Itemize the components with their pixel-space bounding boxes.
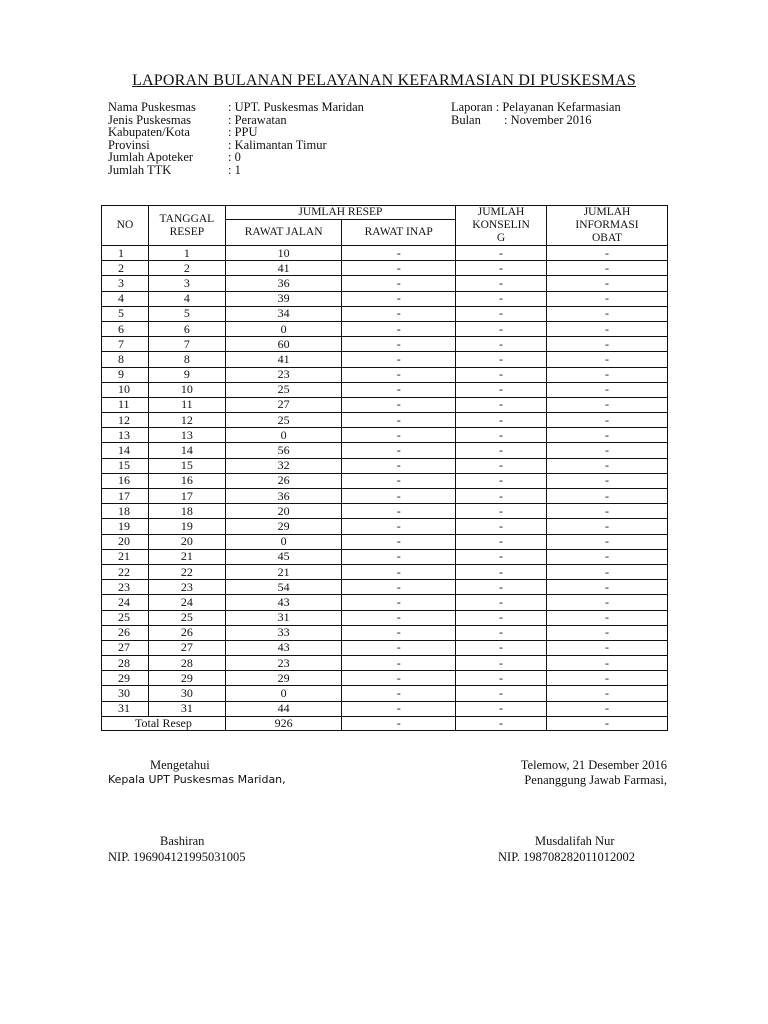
cell-informasi: - — [547, 291, 668, 306]
cell-no: 22 — [102, 564, 149, 579]
cell-tanggal: 31 — [148, 701, 225, 716]
table-row — [102, 473, 668, 488]
cell-informasi: - — [547, 534, 668, 549]
cell-rawat-inap: - — [342, 640, 456, 655]
header-jumlah-konseling: JUMLAH KONSELIN G — [456, 206, 547, 246]
cell-rawat-jalan: 10 — [225, 246, 342, 261]
report-table — [101, 205, 668, 731]
info-row-kabupaten: Kabupaten/Kota : PPU — [108, 125, 258, 139]
cell-no: 24 — [102, 595, 149, 610]
cell-rawat-jalan: 34 — [225, 306, 342, 321]
total-label: Total Resep — [102, 716, 226, 730]
cell-informasi: - — [547, 701, 668, 716]
cell-rawat-inap: - — [342, 473, 456, 488]
cell-konseling: - — [456, 580, 547, 595]
table-row — [102, 413, 668, 428]
cell-rawat-jalan: 29 — [225, 519, 342, 534]
cell-konseling: - — [456, 367, 547, 382]
cell-informasi: - — [547, 686, 668, 701]
table-row — [102, 504, 668, 519]
cell-rawat-inap: - — [342, 686, 456, 701]
cell-konseling: - — [456, 413, 547, 428]
cell-konseling: - — [456, 640, 547, 655]
cell-tanggal: 20 — [148, 534, 225, 549]
cell-konseling: - — [456, 428, 547, 443]
header-rawat-inap: RAWAT INAP — [342, 220, 456, 246]
cell-no: 23 — [102, 580, 149, 595]
cell-tanggal: 7 — [148, 337, 225, 352]
cell-rawat-inap: - — [342, 306, 456, 321]
info-left-block — [108, 101, 364, 176]
cell-no: 29 — [102, 671, 149, 686]
cell-informasi: - — [547, 261, 668, 276]
cell-no: 5 — [102, 306, 149, 321]
signature-right-line1: Telemow, 21 Desember 2016 — [520, 758, 667, 772]
cell-no: 15 — [102, 458, 149, 473]
cell-tanggal: 11 — [148, 397, 225, 412]
cell-no: 16 — [102, 473, 149, 488]
cell-rawat-inap: - — [342, 625, 456, 640]
cell-no: 9 — [102, 367, 149, 382]
cell-no: 4 — [102, 291, 149, 306]
cell-rawat-inap: - — [342, 337, 456, 352]
cell-tanggal: 3 — [148, 276, 225, 291]
table-row — [102, 640, 668, 655]
cell-no: 28 — [102, 656, 149, 671]
cell-rawat-inap: - — [342, 489, 456, 504]
cell-informasi: - — [547, 276, 668, 291]
report-title: LAPORAN BULANAN PELAYANAN KEFARMASIAN DI PUSKESMAS — [132, 72, 636, 89]
table-row — [102, 595, 668, 610]
table-row — [102, 382, 668, 397]
cell-tanggal: 10 — [148, 382, 225, 397]
cell-no: 12 — [102, 413, 149, 428]
cell-konseling: - — [456, 443, 547, 458]
cell-rawat-jalan: 0 — [225, 321, 342, 336]
table-row — [102, 686, 668, 701]
cell-konseling: - — [456, 504, 547, 519]
cell-konseling: - — [456, 671, 547, 686]
cell-rawat-jalan: 43 — [225, 595, 342, 610]
cell-no: 13 — [102, 428, 149, 443]
table-row — [102, 276, 668, 291]
cell-no: 14 — [102, 443, 149, 458]
cell-informasi: - — [547, 352, 668, 367]
table-row — [102, 701, 668, 716]
cell-tanggal: 8 — [148, 352, 225, 367]
cell-rawat-jalan: 23 — [225, 656, 342, 671]
cell-konseling: - — [456, 397, 547, 412]
table-row — [102, 458, 668, 473]
cell-tanggal: 15 — [148, 458, 225, 473]
info-row-nama: Nama Puskesmas : UPT. Puskesmas Maridan — [108, 100, 364, 114]
cell-informasi: - — [547, 413, 668, 428]
table-row — [102, 397, 668, 412]
cell-tanggal: 29 — [148, 671, 225, 686]
cell-konseling: - — [456, 276, 547, 291]
cell-tanggal: 19 — [148, 519, 225, 534]
cell-tanggal: 22 — [148, 564, 225, 579]
cell-rawat-jalan: 54 — [225, 580, 342, 595]
cell-rawat-inap: - — [342, 519, 456, 534]
cell-informasi: - — [547, 367, 668, 382]
cell-no: 10 — [102, 382, 149, 397]
cell-tanggal: 14 — [148, 443, 225, 458]
cell-rawat-inap: - — [342, 352, 456, 367]
cell-rawat-inap: - — [342, 276, 456, 291]
cell-rawat-inap: - — [342, 413, 456, 428]
header-tanggal-resep: TANGGAL RESEP — [148, 206, 225, 246]
cell-tanggal: 27 — [148, 640, 225, 655]
cell-tanggal: 30 — [148, 686, 225, 701]
cell-rawat-jalan: 56 — [225, 443, 342, 458]
cell-konseling: - — [456, 473, 547, 488]
cell-informasi: - — [547, 656, 668, 671]
header-jumlah-resep: JUMLAH RESEP — [225, 206, 455, 220]
cell-konseling: - — [456, 337, 547, 352]
cell-no: 30 — [102, 686, 149, 701]
cell-rawat-inap: - — [342, 549, 456, 564]
cell-rawat-inap: - — [342, 671, 456, 686]
cell-no: 20 — [102, 534, 149, 549]
cell-konseling: - — [456, 458, 547, 473]
table-row — [102, 656, 668, 671]
cell-konseling: - — [456, 564, 547, 579]
table-row — [102, 671, 668, 686]
cell-informasi: - — [547, 504, 668, 519]
cell-rawat-inap: - — [342, 458, 456, 473]
cell-informasi: - — [547, 428, 668, 443]
signature-left — [108, 758, 286, 864]
cell-informasi: - — [547, 382, 668, 397]
signature-right — [495, 758, 667, 864]
cell-rawat-inap: - — [342, 321, 456, 336]
table-row — [102, 246, 668, 261]
cell-informasi: - — [547, 625, 668, 640]
cell-tanggal: 9 — [148, 367, 225, 382]
cell-no: 19 — [102, 519, 149, 534]
cell-konseling: - — [456, 306, 547, 321]
cell-no: 26 — [102, 625, 149, 640]
cell-konseling: - — [456, 291, 547, 306]
table-row — [102, 564, 668, 579]
cell-rawat-inap: - — [342, 443, 456, 458]
info-row-bulan: Bulan : November 2016 — [451, 112, 592, 127]
cell-rawat-jalan: 32 — [225, 458, 342, 473]
cell-tanggal: 1 — [148, 246, 225, 261]
table-row — [102, 428, 668, 443]
cell-no: 21 — [102, 549, 149, 564]
signature-right-line2: Penanggung Jawab Farmasi, — [524, 773, 667, 787]
cell-rawat-jalan: 25 — [225, 413, 342, 428]
cell-konseling: - — [456, 656, 547, 671]
cell-rawat-inap: - — [342, 564, 456, 579]
signature-right-name: Musdalifah Nur — [535, 834, 615, 848]
total-row — [102, 716, 668, 730]
cell-konseling: - — [456, 382, 547, 397]
cell-konseling: - — [456, 519, 547, 534]
cell-informasi: - — [547, 397, 668, 412]
signature-left-name: Bashiran — [160, 834, 205, 848]
total-informasi: - — [547, 716, 668, 730]
cell-rawat-inap: - — [342, 580, 456, 595]
cell-no: 31 — [102, 701, 149, 716]
table-row — [102, 306, 668, 321]
total-rawat-inap: - — [342, 716, 456, 730]
cell-rawat-inap: - — [342, 656, 456, 671]
cell-rawat-inap: - — [342, 367, 456, 382]
cell-no: 8 — [102, 352, 149, 367]
cell-rawat-inap: - — [342, 382, 456, 397]
cell-rawat-jalan: 45 — [225, 549, 342, 564]
cell-informasi: - — [547, 549, 668, 564]
cell-rawat-jalan: 20 — [225, 504, 342, 519]
cell-informasi: - — [547, 458, 668, 473]
cell-informasi: - — [547, 489, 668, 504]
info-row-ttk: Jumlah TTK : 1 — [108, 162, 241, 177]
info-row-laporan: Laporan : Pelayanan Kefarmasian — [451, 100, 621, 114]
cell-rawat-inap: - — [342, 534, 456, 549]
table-row — [102, 291, 668, 306]
cell-tanggal: 24 — [148, 595, 225, 610]
cell-tanggal: 6 — [148, 321, 225, 336]
cell-konseling: - — [456, 595, 547, 610]
cell-rawat-inap: - — [342, 291, 456, 306]
cell-rawat-jalan: 21 — [225, 564, 342, 579]
cell-rawat-inap: - — [342, 246, 456, 261]
cell-tanggal: 21 — [148, 549, 225, 564]
cell-rawat-jalan: 43 — [225, 640, 342, 655]
cell-rawat-jalan: 29 — [225, 671, 342, 686]
cell-no: 2 — [102, 261, 149, 276]
cell-tanggal: 18 — [148, 504, 225, 519]
cell-konseling: - — [456, 610, 547, 625]
cell-informasi: - — [547, 306, 668, 321]
cell-informasi: - — [547, 246, 668, 261]
cell-rawat-jalan: 26 — [225, 473, 342, 488]
table-row — [102, 337, 668, 352]
table-row — [102, 489, 668, 504]
cell-rawat-jalan: 25 — [225, 382, 342, 397]
info-row-provinsi: Provinsi : Kalimantan Timur — [108, 137, 327, 152]
table-row — [102, 261, 668, 276]
cell-rawat-jalan: 33 — [225, 625, 342, 640]
cell-tanggal: 5 — [148, 306, 225, 321]
table-row — [102, 610, 668, 625]
cell-konseling: - — [456, 625, 547, 640]
cell-informasi: - — [547, 473, 668, 488]
signature-left-nip: NIP. 196904121995031005 — [108, 850, 246, 864]
cell-no: 18 — [102, 504, 149, 519]
cell-rawat-jalan: 0 — [225, 534, 342, 549]
cell-rawat-jalan: 0 — [225, 428, 342, 443]
cell-konseling: - — [456, 352, 547, 367]
cell-konseling: - — [456, 534, 547, 549]
cell-konseling: - — [456, 321, 547, 336]
cell-no: 17 — [102, 489, 149, 504]
cell-tanggal: 26 — [148, 625, 225, 640]
cell-no: 11 — [102, 397, 149, 412]
signature-left-line2: Kepala UPT Puskesmas Maridan, — [108, 773, 286, 786]
signature-right-nip: NIP. 198708282011012002 — [498, 850, 636, 864]
cell-rawat-inap: - — [342, 428, 456, 443]
cell-tanggal: 2 — [148, 261, 225, 276]
cell-no: 7 — [102, 337, 149, 352]
cell-rawat-inap: - — [342, 504, 456, 519]
cell-konseling: - — [456, 701, 547, 716]
header-jumlah-informasi-obat: JUMLAH INFORMASI OBAT — [547, 206, 668, 246]
cell-no: 3 — [102, 276, 149, 291]
table-row — [102, 534, 668, 549]
cell-no: 25 — [102, 610, 149, 625]
cell-informasi: - — [547, 337, 668, 352]
cell-rawat-jalan: 39 — [225, 291, 342, 306]
cell-rawat-jalan: 44 — [225, 701, 342, 716]
table-row — [102, 625, 668, 640]
cell-informasi: - — [547, 610, 668, 625]
total-rawat-jalan: 926 — [225, 716, 342, 730]
cell-rawat-jalan: 36 — [225, 489, 342, 504]
cell-tanggal: 28 — [148, 656, 225, 671]
cell-konseling: - — [456, 246, 547, 261]
cell-rawat-jalan: 36 — [225, 276, 342, 291]
info-row-apoteker: Jumlah Apoteker : 0 — [108, 150, 241, 164]
table-row — [102, 580, 668, 595]
cell-no: 27 — [102, 640, 149, 655]
cell-konseling: - — [456, 261, 547, 276]
cell-rawat-inap: - — [342, 397, 456, 412]
table-row — [102, 443, 668, 458]
table-row — [102, 352, 668, 367]
cell-informasi: - — [547, 443, 668, 458]
cell-informasi: - — [547, 321, 668, 336]
info-right-block — [451, 101, 621, 126]
info-row-jenis: Jenis Puskesmas : Perawatan — [108, 112, 287, 127]
cell-rawat-inap: - — [342, 610, 456, 625]
cell-no: 6 — [102, 321, 149, 336]
signature-left-line1: Mengetahui — [150, 758, 210, 772]
cell-tanggal: 17 — [148, 489, 225, 504]
cell-rawat-jalan: 41 — [225, 352, 342, 367]
cell-tanggal: 13 — [148, 428, 225, 443]
cell-rawat-inap: - — [342, 701, 456, 716]
cell-no: 1 — [102, 246, 149, 261]
cell-konseling: - — [456, 489, 547, 504]
table-row — [102, 519, 668, 534]
cell-tanggal: 25 — [148, 610, 225, 625]
cell-konseling: - — [456, 549, 547, 564]
cell-rawat-jalan: 27 — [225, 397, 342, 412]
cell-tanggal: 4 — [148, 291, 225, 306]
cell-tanggal: 12 — [148, 413, 225, 428]
cell-rawat-jalan: 60 — [225, 337, 342, 352]
total-konseling: - — [456, 716, 547, 730]
header-rawat-jalan: RAWAT JALAN — [225, 220, 342, 246]
header-no: NO — [102, 206, 149, 246]
cell-informasi: - — [547, 640, 668, 655]
cell-informasi: - — [547, 564, 668, 579]
cell-tanggal: 16 — [148, 473, 225, 488]
cell-informasi: - — [547, 595, 668, 610]
cell-informasi: - — [547, 671, 668, 686]
cell-tanggal: 23 — [148, 580, 225, 595]
cell-rawat-jalan: 31 — [225, 610, 342, 625]
cell-rawat-jalan: 41 — [225, 261, 342, 276]
cell-rawat-jalan: 23 — [225, 367, 342, 382]
cell-informasi: - — [547, 580, 668, 595]
table-row — [102, 367, 668, 382]
cell-konseling: - — [456, 686, 547, 701]
cell-rawat-jalan: 0 — [225, 686, 342, 701]
cell-informasi: - — [547, 519, 668, 534]
table-row — [102, 549, 668, 564]
cell-rawat-inap: - — [342, 261, 456, 276]
cell-rawat-inap: - — [342, 595, 456, 610]
table-row — [102, 321, 668, 336]
